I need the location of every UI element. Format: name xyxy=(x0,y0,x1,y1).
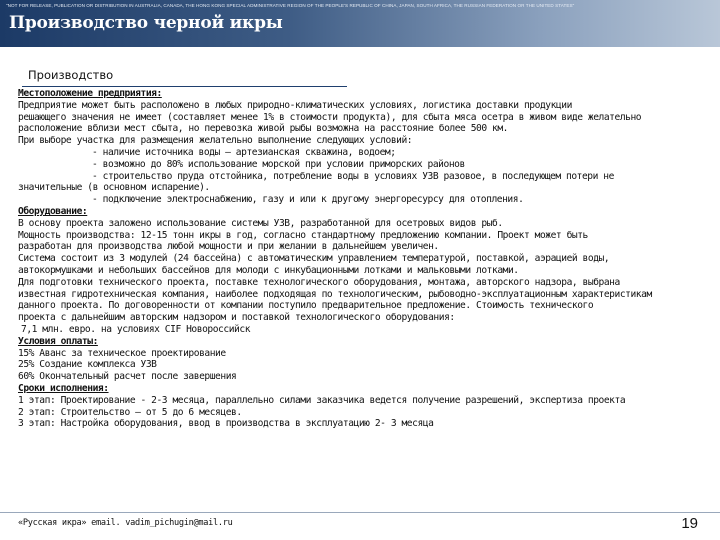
footer-divider xyxy=(0,512,720,513)
slide-header xyxy=(0,0,720,47)
text-line: Система состоит из 3 модулей (24 бассейна) с автоматическим управлением температурой, поставкой, аэрацией воды, xyxy=(18,253,610,265)
text-line: известная гидротехническая компания, наиболее подходящая по технологическим, рыбоводно-эксплуатационным характеристикам xyxy=(18,288,652,300)
section-heading: Сроки исполнения: xyxy=(18,382,109,394)
text-line: Мощность производства: 12-15 тонн икры в год, согласно стандартному предложению компании. Проект может быть xyxy=(18,229,588,241)
section-heading: Условия оплаты: xyxy=(18,335,98,347)
text-line: - наличие источника воды – артезианская скважина, водоем; xyxy=(92,146,396,158)
text-line: 7,1 млн. евро. на условиях CIF Новороссийск xyxy=(21,323,251,335)
text-line: Предприятие может быть расположено в любых природно-климатических условиях, логистика доставки продукции xyxy=(18,99,572,111)
text-line: расположение вблизи мест сбыта, но перевозка живой рыбы возможна на расстояние более 500 км. xyxy=(18,123,508,135)
text-line: автокормушками и небольших бассейнов для молоди с инкубационными лотками и мальковыми лотками. xyxy=(18,264,519,276)
page-number: 19 xyxy=(681,515,698,532)
text-line: Для подготовки технического проекта, поставке технологического оборудования, монтажа, авторского надзора, выбрана xyxy=(18,276,620,288)
section-underline xyxy=(22,86,347,87)
body-text xyxy=(18,88,714,430)
legal-disclaimer: "NOT FOR RELEASE, PUBLICATION OR DISTRIBUTION IN AUSTRALIA, CANADA, THE HONG KONG SPECIAL ADMINISTRATIVE REGION OF THE PEOPLE'S REPUBLIC OF CHINA, JAPAN, SOUTH AFRICA, THE RUSSIAN FEDERATION OR THE UNITED STATES" xyxy=(6,3,575,8)
text-line: решающего значения не имеет (составляет менее 1% в стоимости продукта), для сбыта мяса осетра в живом виде желательно xyxy=(18,111,642,123)
section-heading: Оборудование: xyxy=(18,205,88,217)
text-line: В основу проекта заложено использование системы УЗВ, разработанной для осетровых видов рыб. xyxy=(18,217,503,229)
section-heading: Местоположение предприятия: xyxy=(18,88,162,99)
text-line: разработан для производства любой мощности и при желании в дальнейшем увеличен. xyxy=(18,241,439,253)
text-line: значительные (в основном испарение). xyxy=(18,182,210,194)
text-line: 1 этап: Проектирование - 2-3 месяца, параллельно силами заказчика ведется получение разрешений, экспертиза проекта xyxy=(18,394,626,406)
text-line: 25% Создание комплекса УЗВ xyxy=(18,359,157,371)
text-line: 60% Окончательный расчет после завершения xyxy=(18,371,237,383)
text-line: проекта с дальнейшим авторским надзором и поставкой технологического оборудования: xyxy=(18,312,455,324)
text-line: При выборе участка для размещения желательно выполнение следующих условий: xyxy=(18,135,413,147)
footer-contact: «Русская икра» email. vadim_pichugin@mail.ru xyxy=(18,518,233,528)
text-line: - возможно до 80% использование морской при условии приморских районов xyxy=(92,158,465,170)
text-line: - строительство пруда отстойника, потребление воды в условиях УЗВ разовое, в последующем потери не xyxy=(92,170,614,182)
text-line: 3 этап: Настройка оборудования, ввод в производства в эксплуатацию 2- 3 месяца xyxy=(18,418,434,430)
text-line: 2 этап: Строительство – от 5 до 6 месяцев. xyxy=(18,406,242,418)
section-label: Производство xyxy=(28,68,114,82)
slide-title: Производство черной икры xyxy=(9,13,283,33)
text-line: 15% Аванс за техническое проектирование xyxy=(18,347,226,359)
text-line: - подключение электроснабжению, газу и или к другому энергоресурсу для отопления. xyxy=(92,194,524,206)
text-line: данного проекта. По договоренности от компании поступило предварительное предложение. Стоимость технического xyxy=(18,300,594,312)
